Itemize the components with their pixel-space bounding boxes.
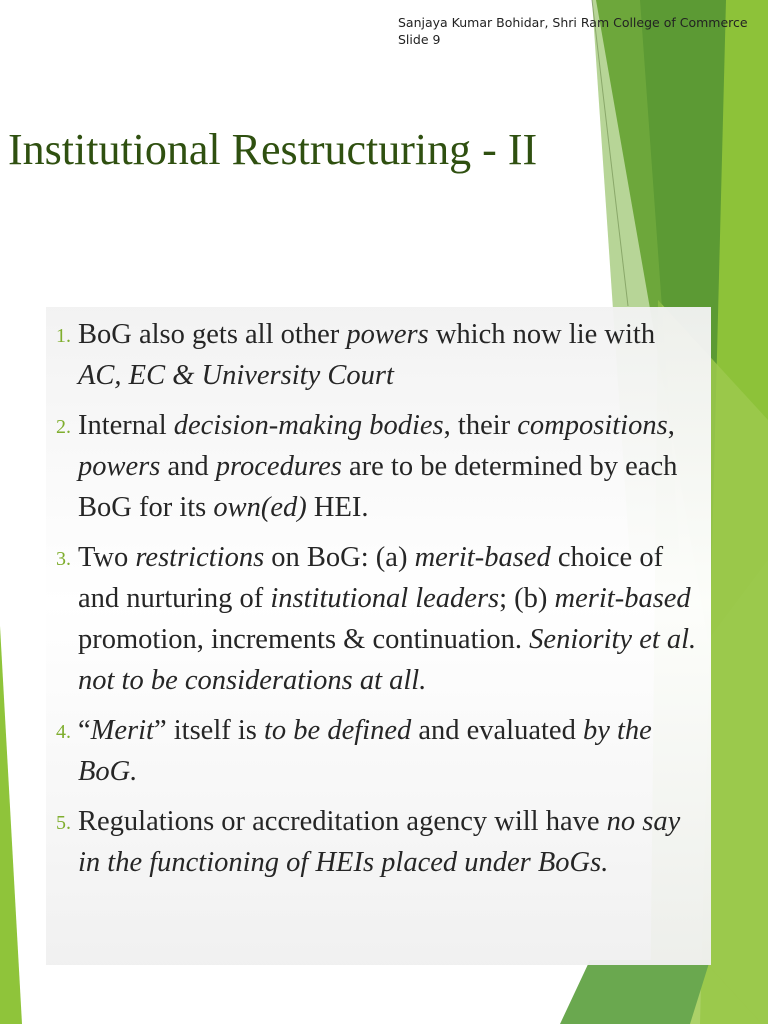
emphasis-text: procedures — [215, 451, 342, 482]
list-item — [46, 710, 711, 792]
body-text: on BoG: (a) — [264, 542, 415, 573]
emphasis-text: no say in the functioning of HEIs placed under BoGs. — [78, 806, 681, 878]
left-accent-sliver — [0, 626, 22, 1024]
emphasis-text: powers — [78, 451, 161, 482]
body-text: , their — [443, 410, 518, 441]
list-item — [46, 537, 711, 701]
body-text: and evaluated — [411, 715, 583, 746]
emphasis-text: own(ed) — [213, 492, 307, 523]
emphasis-text: AC, EC & University Court — [78, 360, 394, 391]
body-text: which now lie with — [428, 319, 656, 350]
numbered-list — [46, 314, 711, 892]
emphasis-text: powers — [346, 319, 429, 350]
emphasis-text: to be defined — [264, 715, 412, 746]
body-text: “ — [78, 715, 91, 746]
list-number: 4. — [56, 721, 71, 743]
body-text: are to be determined by each BoG for its — [78, 451, 678, 523]
emphasis-text: institutional leaders — [270, 583, 500, 614]
emphasis-text: merit-based — [414, 542, 551, 573]
bottom-green-wedge — [560, 960, 710, 1024]
emphasis-text: compositions — [517, 410, 668, 441]
body-text: Two — [78, 542, 136, 573]
emphasis-text: decision-making bodies — [173, 410, 444, 441]
list-number: 3. — [56, 548, 71, 570]
body-text: ” itself is — [153, 715, 265, 746]
slide-header — [398, 14, 748, 48]
list-item — [46, 314, 711, 396]
body-text: Internal — [78, 410, 174, 441]
emphasis-text: Merit — [90, 715, 154, 746]
body-text: ; (b) — [499, 583, 555, 614]
body-text: , — [667, 410, 675, 441]
body-text: promotion, increments & continuation. — [78, 624, 530, 655]
list-item — [46, 801, 711, 883]
emphasis-text: restrictions — [135, 542, 265, 573]
body-text: Regulations or accreditation agency will have — [78, 806, 607, 837]
list-item — [46, 405, 711, 528]
body-text: choice of and nurturing of — [78, 542, 664, 614]
list-number: 1. — [56, 325, 71, 347]
author-line: Sanjaya Kumar Bohidar, Shri Ram College of Commerce — [398, 15, 748, 30]
list-number: 5. — [56, 812, 71, 834]
emphasis-text: Seniority et al. not to be considerations at all. — [78, 624, 697, 696]
emphasis-text: merit-based — [554, 583, 691, 614]
slide-number: Slide 9 — [398, 32, 441, 47]
emphasis-text: by the BoG. — [78, 715, 652, 787]
list-number: 2. — [56, 416, 71, 438]
body-text: HEI. — [306, 492, 369, 523]
body-text: and — [160, 451, 216, 482]
body-text: BoG also gets all other — [78, 319, 347, 350]
slide-title: Institutional Restructuring - II — [8, 125, 538, 174]
